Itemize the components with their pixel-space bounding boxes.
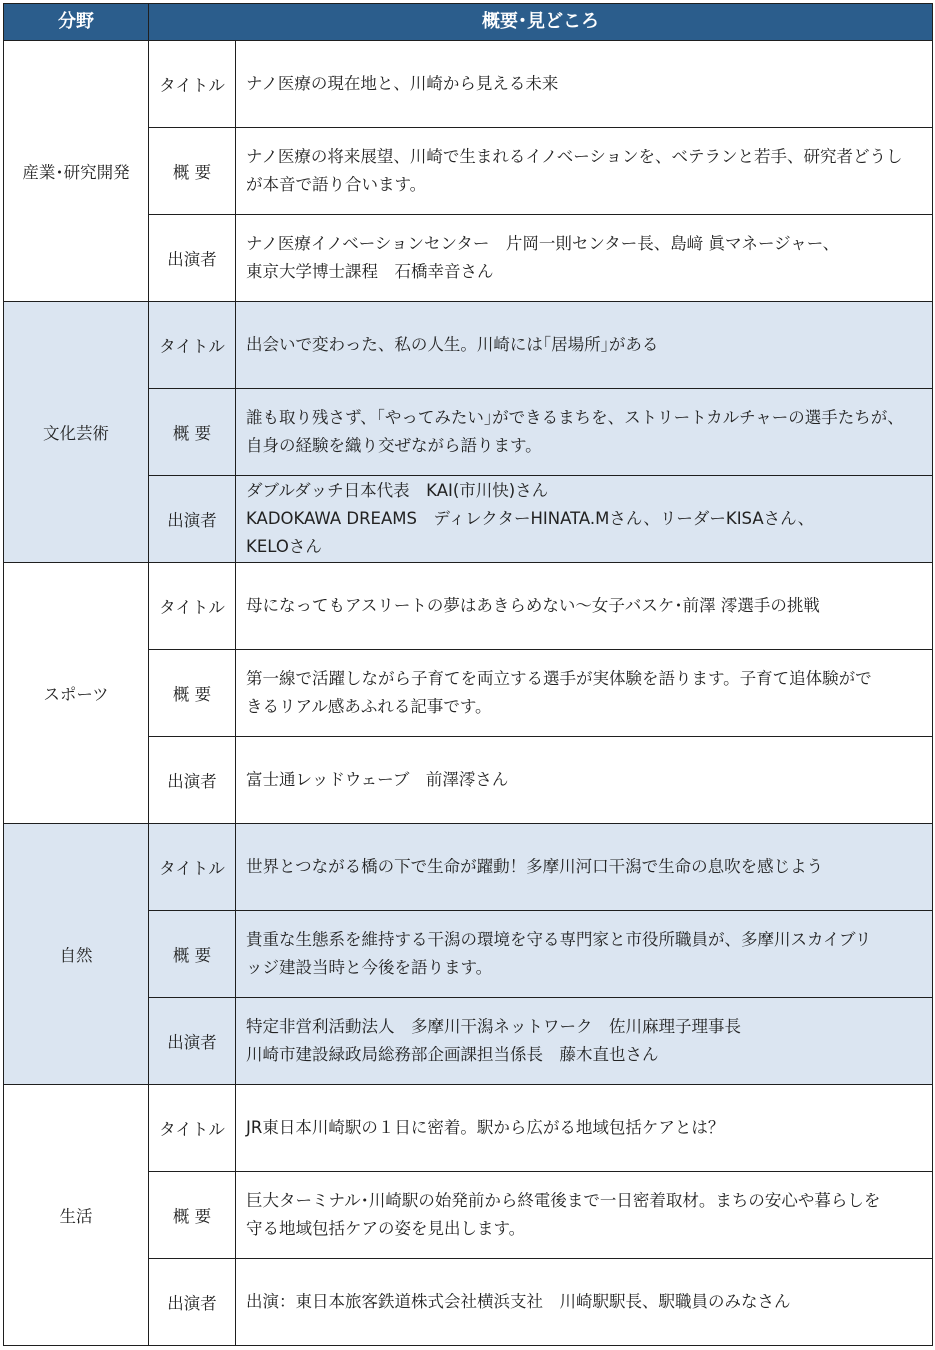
- section-culture: [4, 302, 933, 563]
- summary-line: 貴重な生態系を維持する干潟の環境を守る専門家と市役所職員が、多摩川スカイブリ: [246, 930, 872, 949]
- label-cast: 出演者: [149, 476, 236, 563]
- label-title: タイトル: [149, 41, 236, 128]
- summary-line: 自身の経験を織り交ぜながら語ります。: [246, 436, 542, 455]
- summary-line: ッジ建設当時と今後を語ります。: [246, 958, 493, 977]
- label-summary: 概 要: [149, 650, 236, 737]
- summary-line: きるリアル感あふれる記事です。: [246, 697, 492, 716]
- summary-line: 守る地域包括ケアの姿を見出します。: [246, 1219, 526, 1238]
- table-row: [4, 1085, 933, 1172]
- table-row: [4, 302, 933, 389]
- cast-line: 東京大学博士課程 石橋幸音さん: [246, 262, 494, 281]
- summary-cell: [236, 128, 933, 215]
- summary-cell: [236, 389, 933, 476]
- section-nature: [4, 824, 933, 1085]
- field-cell: 生活: [4, 1085, 149, 1346]
- program-table-wrapper: [3, 3, 932, 1346]
- summary-cell: [236, 1172, 933, 1259]
- cast-line: 出演：東日本旅客鉄道株式会社横浜支社 川崎駅駅長、駅職員のみなさん: [246, 1292, 791, 1311]
- label-cast: 出演者: [149, 1259, 236, 1346]
- cast-cell: [236, 737, 933, 824]
- label-cast: 出演者: [149, 737, 236, 824]
- cast-line: ダブルダッチ日本代表 KAI(市川快)さん: [246, 481, 549, 500]
- cast-line: 特定非営利活動法人 多摩川干潟ネットワーク 佐川麻理子理事長: [246, 1017, 741, 1036]
- summary-line: 第一線で活躍しながら子育てを両立する選手が実体験を語ります。子育て追体験がで: [246, 669, 872, 688]
- table-row: [4, 563, 933, 650]
- summary-cell: [236, 650, 933, 737]
- title-cell: 世界とつながる橋の下で生命が躍動！多摩川河口干潟で生命の息吹を感じよう: [236, 824, 933, 911]
- label-title: タイトル: [149, 302, 236, 389]
- summary-line: 誰も取り残さず、｢やってみたい｣ができるまちを、ストリートカルチャーの選手たちが、: [246, 408, 904, 427]
- summary-line: ナノ医療の将来展望、川崎で生まれるイノベーションを、ベテランと若手、研究者どうし: [246, 147, 903, 166]
- summary-line: 巨大ターミナル･川崎駅の始発前から終電後まで一日密着取材。まちの安心や暮らしを: [246, 1191, 881, 1210]
- cast-cell: [236, 998, 933, 1085]
- title-cell: 母になってもアスリートの夢はあきらめない～女子バスケ･前澤 澪選手の挑戦: [236, 563, 933, 650]
- label-cast: 出演者: [149, 215, 236, 302]
- cast-cell: [236, 476, 933, 563]
- table-row: [4, 41, 933, 128]
- field-cell: 自然: [4, 824, 149, 1085]
- cast-line: KELOさん: [246, 537, 322, 556]
- cast-line: ナノ医療イノベーションセンター 片岡一則センター長、島﨑 眞マネージャー、: [246, 234, 840, 253]
- table-row: [4, 824, 933, 911]
- cast-cell: [236, 215, 933, 302]
- label-summary: 概 要: [149, 911, 236, 998]
- table-header-row: [4, 4, 933, 41]
- section-life: [4, 1085, 933, 1346]
- title-cell: JR東日本川崎駅の１日に密着。駅から広がる地域包括ケアとは？: [236, 1085, 933, 1172]
- header-field: 分野: [4, 4, 149, 41]
- title-cell: ナノ医療の現在地と、川崎から見える未来: [236, 41, 933, 128]
- cast-line: 川崎市建設緑政局総務部企画課担当係長 藤木直也さん: [246, 1045, 659, 1064]
- label-title: タイトル: [149, 824, 236, 911]
- label-summary: 概 要: [149, 389, 236, 476]
- field-cell: 産業･研究開発: [4, 41, 149, 302]
- field-cell: スポーツ: [4, 563, 149, 824]
- label-summary: 概 要: [149, 1172, 236, 1259]
- cast-cell: [236, 1259, 933, 1346]
- header-summary: 概要･見どころ: [149, 4, 933, 41]
- field-cell: 文化芸術: [4, 302, 149, 563]
- summary-cell: [236, 911, 933, 998]
- summary-line: が本音で語り合います。: [246, 175, 427, 194]
- label-summary: 概 要: [149, 128, 236, 215]
- cast-line: KADOKAWA DREAMS ディレクターHINATA.Mさん、リーダーKISAさん、: [246, 509, 815, 528]
- section-industry: [4, 41, 933, 302]
- label-title: タイトル: [149, 563, 236, 650]
- section-sports: [4, 563, 933, 824]
- cast-line: 富士通レッドウェーブ 前澤澪さん: [246, 770, 509, 789]
- label-cast: 出演者: [149, 998, 236, 1085]
- title-cell: 出会いで変わった、私の人生。川崎には｢居場所｣がある: [236, 302, 933, 389]
- label-title: タイトル: [149, 1085, 236, 1172]
- program-table: [3, 3, 933, 1346]
